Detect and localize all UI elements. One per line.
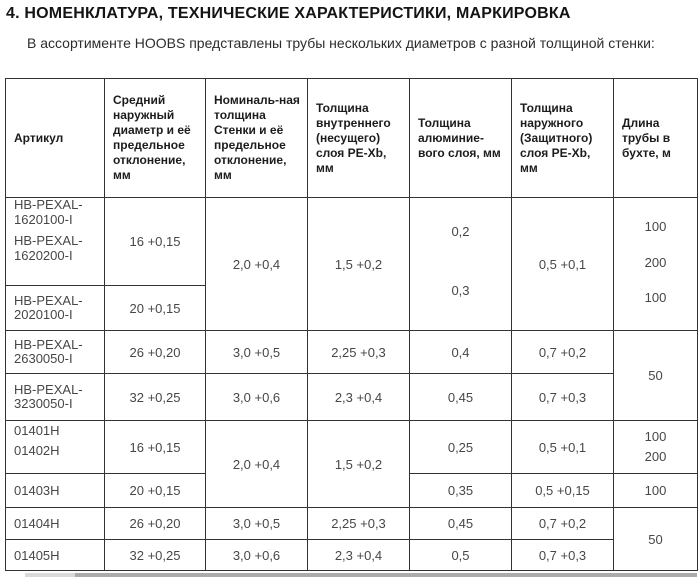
header-wall: Номиналь-ная толщина Стенки и её предельное отклонение, мм: [206, 79, 308, 198]
cell-diameter: 32 +0,25: [105, 540, 206, 571]
cell-alu: 0,5: [410, 540, 512, 571]
header-inner-layer: Толщина внутреннего (несущего) слоя PE-Xb, мм: [308, 79, 410, 198]
cell-inner: 2,25 +0,3: [308, 508, 410, 540]
cell-alu: 0,25: [410, 421, 512, 474]
cell-wall: 2,0 +0,4: [206, 198, 308, 331]
cell-alu: 0,45: [410, 508, 512, 540]
header-length: Длина трубы в бухте, м: [614, 79, 698, 198]
section-heading: 4. НОМЕНКЛАТУРА, ТЕХНИЧЕСКИЕ ХАРАКТЕРИСТИКИ, МАРКИРОВКА: [6, 5, 571, 22]
cell-outer: 0,7 +0,3: [512, 374, 614, 421]
header-diameter: Средний наружный диаметр и её предельное отклонение, мм: [105, 79, 206, 198]
cell-length-block1: [614, 198, 698, 331]
cell-length: 50: [614, 508, 698, 571]
page-bottom-divider-light: [25, 573, 75, 577]
cell-wall: 3,0 +0,5: [206, 508, 308, 540]
length-value: 100: [644, 219, 667, 235]
article-value: HB-PEXAL-1620100-I: [14, 198, 83, 227]
cell-alu-block1: [410, 198, 512, 331]
cell-article-01404: 01404Н: [6, 508, 105, 540]
cell-outer: 0,5 +0,15: [512, 474, 614, 508]
cell-alu: 0,4: [410, 331, 512, 374]
pipes-spec-table: [5, 78, 698, 571]
cell-article-1620: [6, 198, 105, 286]
cell-wall: 3,0 +0,5: [206, 331, 308, 374]
length-value: 100: [644, 429, 667, 444]
cell-wall: 3,0 +0,6: [206, 374, 308, 421]
cell-outer: 0,5 +0,1: [512, 198, 614, 331]
cell-article-2630: HB-PEXAL-2630050-I: [6, 331, 105, 374]
cell-diameter: 20 +0,15: [105, 474, 206, 508]
header-outer-layer: Толщина наружного (Защитного) слоя PE-Xb, мм: [512, 79, 614, 198]
cell-inner: 2,3 +0,4: [308, 374, 410, 421]
cell-diameter: 20 +0,15: [105, 286, 206, 331]
alu-value: 0,2: [451, 224, 470, 239]
length-value: 200: [644, 449, 667, 464]
cell-wall: 3,0 +0,6: [206, 540, 308, 571]
header-alu-layer: Толщина алюминие-вого слоя, мм: [410, 79, 512, 198]
cell-diameter: 32 +0,25: [105, 374, 206, 421]
alu-value: 0,3: [451, 283, 470, 298]
cell-wall: 2,0 +0,4: [206, 421, 308, 508]
length-value: 100: [644, 289, 667, 305]
cell-diameter: 26 +0,20: [105, 508, 206, 540]
cell-article-01401-01402: [6, 421, 105, 474]
cell-article-2020: HB-PEXAL-2020100-I: [6, 286, 105, 331]
cell-length-block3: [614, 421, 698, 474]
cell-diameter: 26 +0,20: [105, 331, 206, 374]
cell-length: 50: [614, 331, 698, 421]
cell-outer: 0,7 +0,2: [512, 508, 614, 540]
article-value: 01402Н: [14, 443, 60, 458]
length-value: 200: [644, 254, 667, 270]
cell-article-01403: 01403Н: [6, 474, 105, 508]
cell-diameter: 16 +0,15: [105, 198, 206, 286]
cell-alu: 0,45: [410, 374, 512, 421]
cell-outer: 0,7 +0,2: [512, 331, 614, 374]
cell-article-01405: 01405Н: [6, 540, 105, 571]
cell-inner: 2,25 +0,3: [308, 331, 410, 374]
cell-alu: 0,35: [410, 474, 512, 508]
cell-length: 100: [614, 474, 698, 508]
cell-outer: 0,5 +0,1: [512, 421, 614, 474]
cell-outer: 0,7 +0,3: [512, 540, 614, 571]
cell-article-3230: HB-PEXAL-3230050-I: [6, 374, 105, 421]
cell-inner: 1,5 +0,2: [308, 198, 410, 331]
article-value: HB-PEXAL-1620200-I: [14, 233, 83, 263]
article-value: 01401Н: [14, 423, 60, 438]
intro-paragraph: В ассортименте HOOBS представлены трубы нескольких диаметров с разной толщиной стенки:: [27, 35, 655, 51]
page-bottom-divider: [75, 573, 697, 577]
cell-diameter: 16 +0,15: [105, 421, 206, 474]
cell-inner: 1,5 +0,2: [308, 421, 410, 508]
cell-inner: 2,3 +0,4: [308, 540, 410, 571]
header-article: Артикул: [6, 79, 105, 198]
